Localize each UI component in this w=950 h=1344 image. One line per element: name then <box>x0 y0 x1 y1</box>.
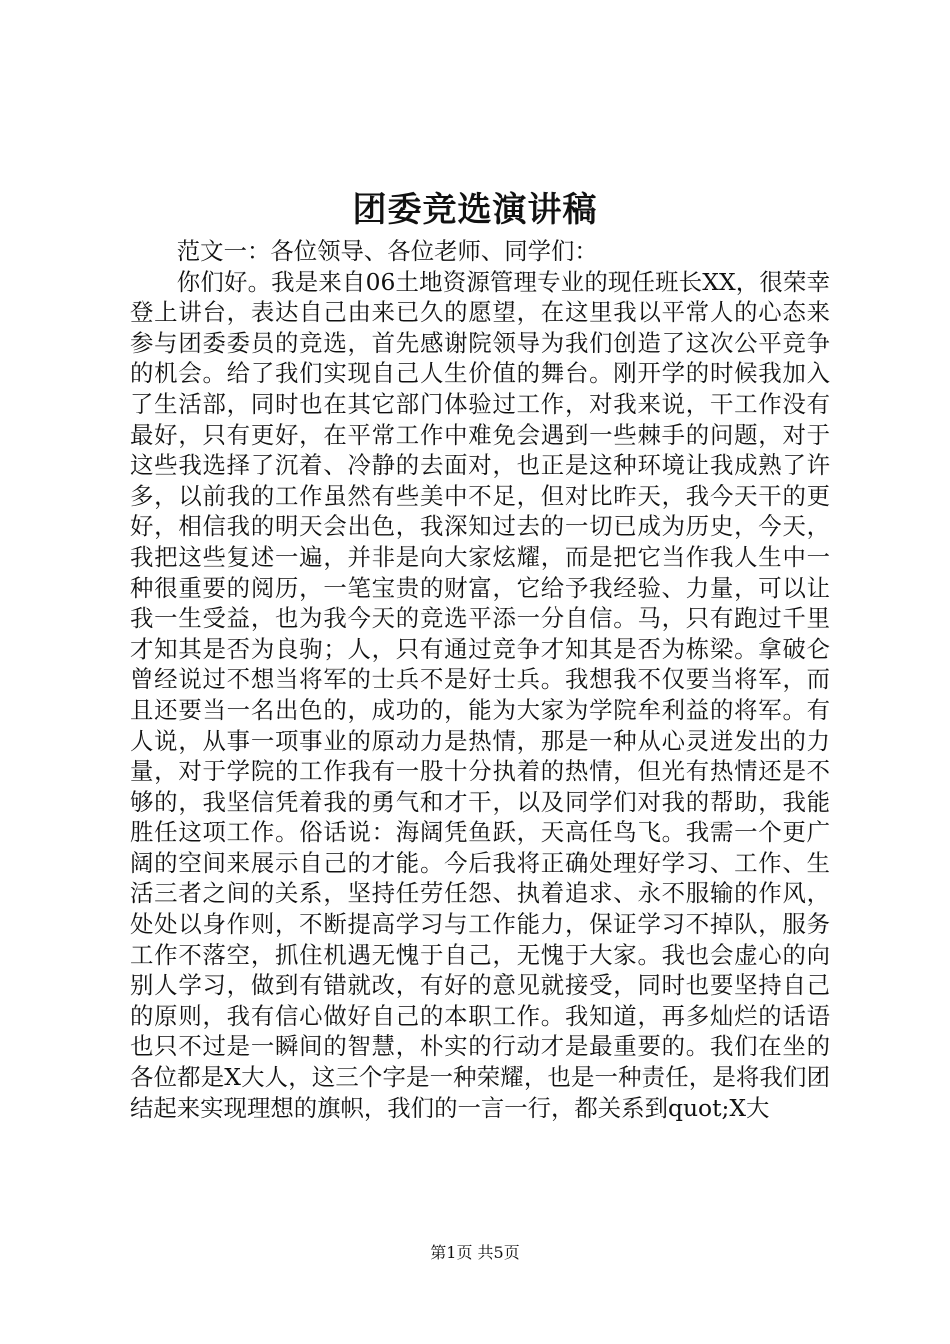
document-title: 团委竞选演讲稿 <box>352 190 598 230</box>
page-number-footer: 第1页 共5页 <box>430 1243 520 1262</box>
document-body <box>130 236 830 1123</box>
body-paragraph: 你们好。我是来自06土地资源管理专业的现任班长XX，很荣幸登上讲台，表达自己由来已久的愿望，在这里我以平常人的心态来参与团委委员的竞选，首先感谢院领导为我们创造了这次公平竞争的机会。给了我们实现自己人生价值的舞台。刚开学的时候我加入了生活部，同时也在其它部门体验过工作，对我来说，干工作没有最好，只有更好，在平常工作中难免会遇到一些棘手的问题，对于这些我选择了沉着、冷静的去面对，也正是这种环境让我成熟了许多，以前我的工作虽然有些美中不足，但对比昨天，我今天干的更好，相信我的明天会出色，我深知过去的一切已成为历史，今天，我把这些复述一遍，并非是向大家炫耀，而是把它当作我人生中一种很重要的阅历，一笔宝贵的财富，它给予我经验、力量，可以让我一生受益，也为我今天的竞选平添一分自信。马，只有跑过千里才知其是否为良驹；人，只有通过竞争才知其是否为栋梁。拿破仑曾经说过不想当将军的士兵不是好士兵。我想我不仅要当将军，而且还要当一名出色的，成功的，能为大家为学院牟利益的将军。有人说，从事一项事业的原动力是热情，那是一种从心灵迸发出的力量，对于学院的工作我有一股十分执着的热情，但光有热情还是不够的，我坚信凭着我的勇气和才干，以及同学们对我的帮助，我能胜任这项工作。俗话说：海阔凭鱼跃，天高任鸟飞。我需一个更广阔的空间来展示自己的才能。今后我将正确处理好学习、工作、生活三者之间的关系，坚持任劳任怨、执着追求、永不服输的作风，处处以身作则，不断提高学习与工作能力，保证学习不掉队，服务工作不落空，抓住机遇无愧于自己，无愧于大家。我也会虚心的向别人学习，做到有错就改，有好的意见就接受，同时也要坚持自己的原则，我有信心做好自己的本职工作。我知道，再多灿烂的话语也只不过是一瞬间的智慧，朴实的行动才是最重要的。我们在坐的各位都是X大人，这三个字是一种荣耀，也是一种责任，是将我们团结起来实现理想的旗帜，我们的一言一行，都关系到quot;X大 <box>130 267 830 1122</box>
salutation-paragraph: 范文一：各位领导、各位老师、同学们： <box>176 237 598 265</box>
